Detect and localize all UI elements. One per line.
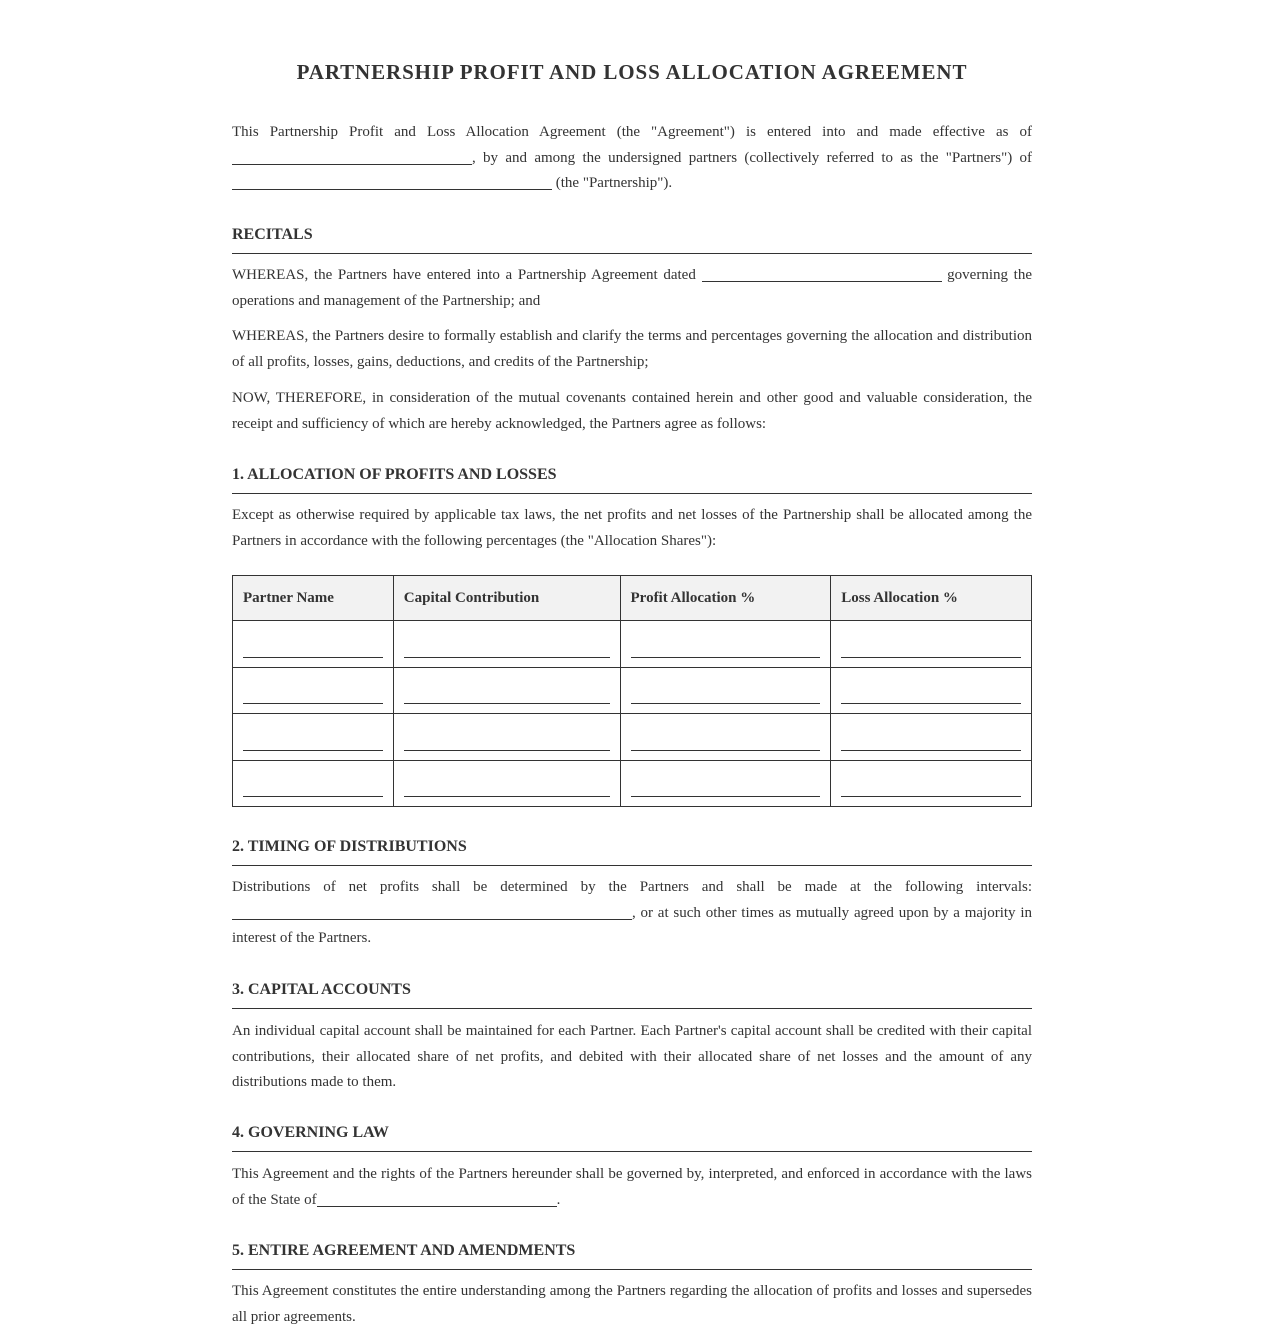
intro-paragraph — [232, 120, 1032, 197]
profit-allocation-cell[interactable] — [620, 714, 831, 761]
loss-allocation-blank[interactable] — [841, 693, 1021, 704]
capital-contribution-cell[interactable] — [393, 667, 620, 714]
table-header-row — [233, 576, 1032, 621]
section-2-text-a: Distributions of net profits shall be determined by the Partners and shall be made at the following intervals: — [232, 879, 1032, 895]
whereas-paragraph-1 — [232, 263, 1032, 314]
loss-allocation-cell[interactable] — [831, 667, 1032, 714]
loss-allocation-blank[interactable] — [841, 647, 1021, 658]
header-partner-name: Partner Name — [233, 576, 394, 621]
capital-contribution-blank[interactable] — [404, 647, 610, 658]
partner-name-blank[interactable] — [243, 693, 383, 704]
recitals-heading: RECITALS — [232, 225, 1032, 254]
profit-allocation-blank[interactable] — [631, 693, 821, 704]
partner-name-cell[interactable] — [233, 714, 394, 761]
section-2-text — [232, 875, 1032, 952]
profit-allocation-blank[interactable] — [631, 740, 821, 751]
header-loss-allocation: Loss Allocation % — [831, 576, 1032, 621]
table-row — [233, 621, 1032, 668]
profit-allocation-cell[interactable] — [620, 667, 831, 714]
capital-contribution-blank[interactable] — [404, 786, 610, 797]
capital-contribution-cell[interactable] — [393, 621, 620, 668]
whereas-1-text-a: WHEREAS, the Partners have entered into a Partnership Agreement dated — [232, 267, 696, 283]
partner-name-blank[interactable] — [243, 786, 383, 797]
intro-text-2: , by and among the undersigned partners (collectively referred to as the "Partners") of — [472, 149, 1032, 166]
section-3-heading: 3. CAPITAL ACCOUNTS — [232, 980, 1032, 1009]
section-4-text — [232, 1162, 1032, 1213]
intro-text-1: This Partnership Profit and Loss Allocation Agreement (the "Agreement") is entered into and made effective as of — [232, 124, 1032, 140]
section-5-text: This Agreement constitutes the entire understanding among the Partners regarding the allocation of profits and losses and supersedes all prior agreements. — [232, 1283, 1032, 1325]
table-row — [233, 714, 1032, 761]
partner-name-blank[interactable] — [243, 647, 383, 658]
partner-name-cell[interactable] — [233, 760, 394, 807]
capital-contribution-cell[interactable] — [393, 760, 620, 807]
capital-contribution-cell[interactable] — [393, 714, 620, 761]
partnership-agreement-date-field[interactable] — [702, 265, 942, 282]
capital-contribution-blank[interactable] — [404, 693, 610, 704]
partner-name-cell[interactable] — [233, 667, 394, 714]
section-4-heading: 4. GOVERNING LAW — [232, 1123, 1032, 1152]
section-2-heading: 2. TIMING OF DISTRIBUTIONS — [232, 837, 1032, 866]
profit-allocation-cell[interactable] — [620, 621, 831, 668]
profit-allocation-blank[interactable] — [631, 647, 821, 658]
governing-state-field[interactable] — [317, 1190, 557, 1207]
partner-name-cell[interactable] — [233, 621, 394, 668]
loss-allocation-blank[interactable] — [841, 786, 1021, 797]
table-row — [233, 667, 1032, 714]
partnership-name-field[interactable] — [232, 173, 552, 190]
section-5-heading: 5. ENTIRE AGREEMENT AND AMENDMENTS — [232, 1241, 1032, 1270]
profit-allocation-blank[interactable] — [631, 786, 821, 797]
capital-contribution-blank[interactable] — [404, 740, 610, 751]
whereas-1-text-b: governing the operations and management of the Partnership; and — [232, 267, 1032, 309]
document-title: PARTNERSHIP PROFIT AND LOSS ALLOCATION AGREEMENT — [296, 60, 968, 84]
header-capital-contribution: Capital Contribution — [393, 576, 620, 621]
section-4-text-b: . — [556, 1191, 561, 1208]
section-1-text: Except as otherwise required by applicable tax laws, the net profits and net losses of the Partnership shall be allocated among the Partners in accordance with the following percentages (the "Allocation Shares"): — [232, 507, 1032, 549]
partner-name-blank[interactable] — [243, 740, 383, 751]
header-profit-allocation: Profit Allocation % — [620, 576, 831, 621]
effective-date-field[interactable] — [232, 148, 472, 165]
now-therefore-paragraph: NOW, THEREFORE, in consideration of the mutual covenants contained herein and other good and valuable consideration, the receipt and sufficiency of which are hereby acknowledged, the Partners agree as follows: — [232, 390, 1032, 432]
distribution-intervals-field[interactable] — [232, 903, 632, 920]
section-4-text-a: This Agreement and the rights of the Partners hereunder shall be governed by, interpreted, and enforced in accordance with the laws of the State of — [232, 1166, 1032, 1208]
section-2-text-b: , or at such other times as mutually agreed upon by a majority in interest of the Partners. — [232, 904, 1032, 946]
loss-allocation-cell[interactable] — [831, 714, 1032, 761]
loss-allocation-blank[interactable] — [841, 740, 1021, 751]
intro-text-3: (the "Partnership"). — [555, 175, 673, 191]
loss-allocation-cell[interactable] — [831, 760, 1032, 807]
section-1-heading: 1. ALLOCATION OF PROFITS AND LOSSES — [232, 465, 1032, 494]
profit-allocation-cell[interactable] — [620, 760, 831, 807]
table-row — [233, 760, 1032, 807]
whereas-paragraph-2: WHEREAS, the Partners desire to formally establish and clarify the terms and percentages governing the allocation and distribution of all profits, losses, gains, deductions, and credits of the Partnership; — [232, 328, 1032, 370]
section-3-text: An individual capital account shall be maintained for each Partner. Each Partner's capital account shall be credited with their capital contributions, their allocated share of net profits, and debited with their allocated share of net losses and the amount of any distributions made to them. — [232, 1023, 1032, 1090]
loss-allocation-cell[interactable] — [831, 621, 1032, 668]
allocation-table — [232, 575, 1032, 807]
